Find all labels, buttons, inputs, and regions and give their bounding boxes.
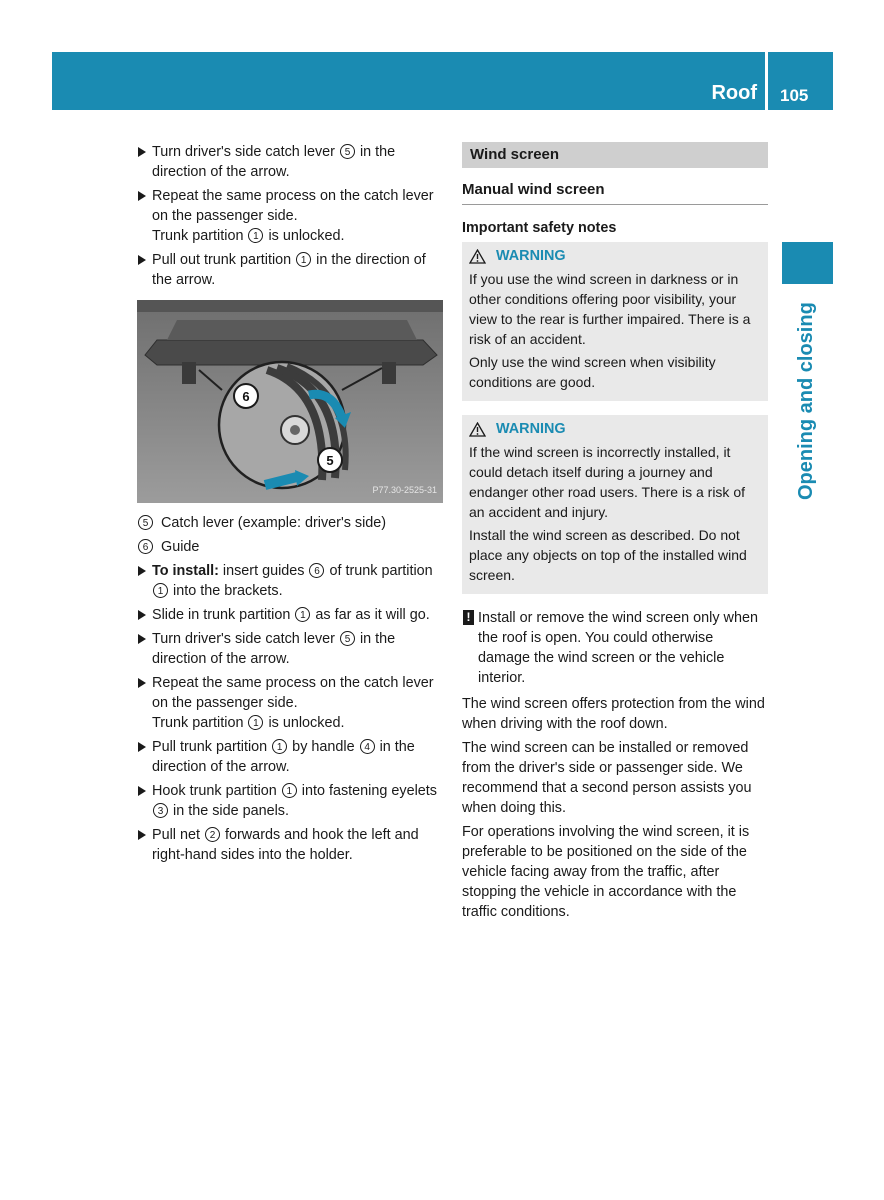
notice <box>462 608 768 688</box>
step-text: Slide in trunk partition <box>152 607 295 623</box>
arrow-bullet-icon <box>138 147 146 157</box>
arrow-bullet-icon <box>138 566 146 576</box>
trunk-illustration <box>137 300 443 503</box>
step-item <box>137 781 445 821</box>
chapter-title: Roof <box>711 82 757 104</box>
reference-number: 4 <box>360 739 375 754</box>
reference-number: 1 <box>296 252 311 267</box>
step-item <box>137 250 445 290</box>
reference-number: 5 <box>138 515 153 530</box>
reference-number: 1 <box>295 607 310 622</box>
step-instruction <box>152 250 445 290</box>
step-item <box>137 605 445 625</box>
warning-title <box>469 246 761 266</box>
step-item <box>137 673 445 733</box>
side-tab <box>782 242 833 284</box>
callout-6: 6 <box>242 389 250 404</box>
step-text: in the direction of the arrow. <box>152 144 396 180</box>
step-text: is unlocked. <box>264 715 345 731</box>
reference-number: 3 <box>153 803 168 818</box>
reference-number: 2 <box>205 827 220 842</box>
step-text: Trunk partition <box>152 228 248 244</box>
step-text: Repeat the same process on the catch lever on the passenger side. <box>152 188 434 224</box>
warning-triangle-icon <box>469 422 486 437</box>
warning-label: WARNING <box>496 421 566 437</box>
step-instruction <box>152 629 445 669</box>
step-text: Trunk partition <box>152 715 248 731</box>
arrow-bullet-icon <box>138 786 146 796</box>
page-number: 105 <box>780 86 809 105</box>
step-text: Pull trunk partition <box>152 739 272 755</box>
step-text: into the brackets. <box>169 583 283 599</box>
step-instruction <box>152 186 445 226</box>
body-paragraph: The wind screen can be installed or removed from the driver's side or passenger side. We recommend that a second person assists you when doing this. <box>462 740 752 816</box>
step-text: Pull net <box>152 827 204 843</box>
step-item <box>137 186 445 246</box>
step-text: forwards and hook the left and right-hand sides into the holder. <box>152 827 419 863</box>
step-text: in the side panels. <box>169 803 290 819</box>
subheading: Manual wind screen <box>462 180 768 205</box>
step-text: Pull out trunk partition <box>152 252 296 268</box>
notice-text: Install or remove the wind screen only when the roof is open. You could otherwise damage the wind screen or the vehicle interior. <box>478 610 758 686</box>
callout-5: 5 <box>326 453 334 468</box>
step-item <box>137 629 445 669</box>
figure-code: P77.30-2525-31 <box>372 485 437 495</box>
step-text: as far as it will go. <box>311 607 430 623</box>
steps-bottom <box>137 561 445 865</box>
step-instruction <box>152 781 445 821</box>
step-instruction <box>152 142 445 182</box>
step-text: by handle <box>288 739 359 755</box>
step-instruction <box>152 561 445 601</box>
reference-number: 1 <box>248 715 263 730</box>
arrow-bullet-icon <box>138 742 146 752</box>
arrow-bullet-icon <box>138 830 146 840</box>
step-text: in the direction of the arrow. <box>152 252 426 288</box>
warning-title <box>469 419 761 439</box>
reference-number: 1 <box>282 783 297 798</box>
header-divider <box>765 52 768 110</box>
warning-label: WARNING <box>496 248 566 264</box>
step-instruction <box>152 737 445 777</box>
step-text: in the direction of the arrow. <box>152 739 415 775</box>
warning-text: If you use the wind screen in darkness or in other conditions offering poor visibility, your view to the rear is further impaired. There is a risk of an accident. <box>469 271 751 347</box>
step-label: To install: <box>152 563 219 579</box>
right-column <box>462 142 768 926</box>
step-result <box>152 226 445 246</box>
exclamation-icon: ! <box>463 610 474 625</box>
body-paragraphs <box>462 694 768 922</box>
warning-text: If the wind screen is incorrectly installed, it could detach itself during a journey and endanger other road users. There is a risk of an accident and injury. <box>469 444 746 520</box>
step-text: Turn driver's side catch lever <box>152 144 339 160</box>
arrow-bullet-icon <box>138 678 146 688</box>
step-text: Turn driver's side catch lever <box>152 631 339 647</box>
reference-number: 6 <box>309 563 324 578</box>
step-text: Repeat the same process on the catch lever on the passenger side. <box>152 675 434 711</box>
section-title: Wind screen <box>462 142 768 168</box>
warning-triangle-icon <box>469 249 486 264</box>
step-text: insert guides <box>218 563 309 579</box>
legend-text: Catch lever (example: driver's side) <box>161 515 387 531</box>
step-text: Hook trunk partition <box>152 783 281 799</box>
left-column <box>137 142 445 869</box>
step-instruction <box>152 825 445 865</box>
minor-heading: Important safety notes <box>462 220 617 236</box>
step-text: into fastening eyelets <box>297 783 437 799</box>
reference-number: 1 <box>153 583 168 598</box>
steps-top <box>137 142 445 290</box>
trunk-partition-figure <box>137 300 443 503</box>
side-tab-label: Opening and closing <box>795 302 817 500</box>
warnings <box>462 242 768 594</box>
reference-number: 1 <box>272 739 287 754</box>
legend-item <box>137 537 445 557</box>
warning-box <box>462 415 768 594</box>
step-text: in the direction of the arrow. <box>152 631 396 667</box>
step-result <box>152 713 445 733</box>
arrow-bullet-icon <box>138 191 146 201</box>
step-instruction <box>152 673 445 713</box>
reference-number: 5 <box>340 631 355 646</box>
step-item <box>137 561 445 601</box>
arrow-bullet-icon <box>138 610 146 620</box>
figure-legend <box>137 513 445 557</box>
legend-item <box>137 513 445 533</box>
arrow-bullet-icon <box>138 255 146 265</box>
step-text: of trunk partition <box>325 563 433 579</box>
reference-number: 1 <box>248 228 263 243</box>
warning-text: Install the wind screen as described. Do not place any objects on top of the installed wind screen. <box>469 527 747 583</box>
warning-box <box>462 242 768 401</box>
step-item <box>137 142 445 182</box>
warning-text: Only use the wind screen when visibility conditions are good. <box>469 354 716 390</box>
reference-number: 6 <box>138 539 153 554</box>
body-paragraph: The wind screen offers protection from the wind when driving with the roof down. <box>462 696 765 732</box>
step-instruction <box>152 605 445 625</box>
body-paragraph: For operations involving the wind screen, it is preferable to be positioned on the side of the vehicle facing away from the traffic, after stopping the vehicle in accordance with the traffic conditions. <box>462 824 750 920</box>
arrow-bullet-icon <box>138 634 146 644</box>
step-item <box>137 737 445 777</box>
step-item <box>137 825 445 865</box>
step-text: is unlocked. <box>264 228 345 244</box>
legend-text: Guide <box>161 539 200 555</box>
reference-number: 5 <box>340 144 355 159</box>
